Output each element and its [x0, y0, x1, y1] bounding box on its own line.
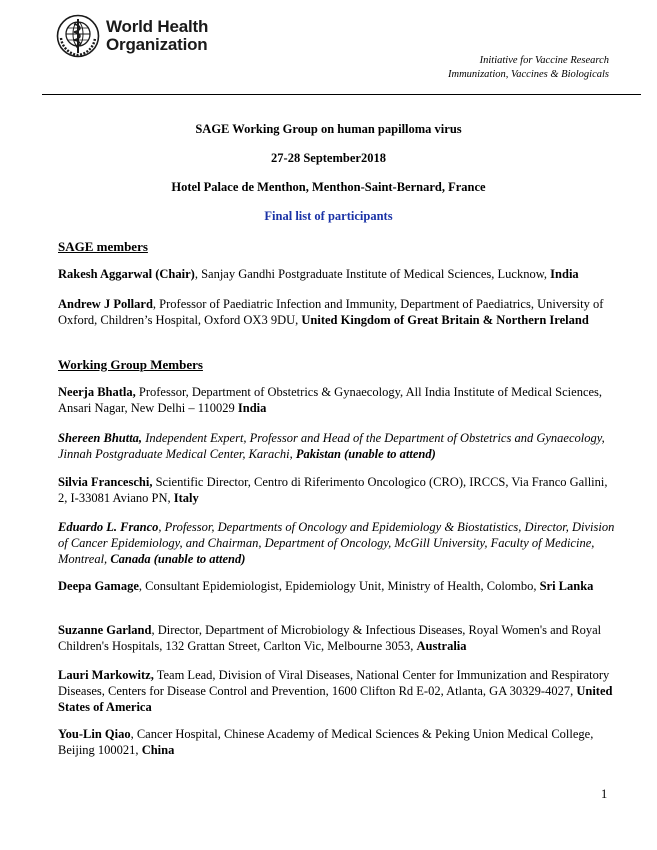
- participant-country: United States of America: [58, 684, 613, 714]
- logo-line-1: World Health: [106, 17, 209, 36]
- header-divider: [42, 94, 641, 95]
- participant-details: , Cancer Hospital, Chinese Academy of Medical Sciences & Peking Union Medical College, Beijing 100021,: [58, 727, 594, 757]
- participant-country: India: [237, 401, 267, 415]
- participant-name: Silvia Franceschi,: [58, 475, 153, 489]
- participant-country: China: [141, 743, 175, 757]
- participant-country: Pakistan (unable to attend): [295, 447, 436, 461]
- participant-name: Eduardo L. Franco: [58, 520, 159, 534]
- participant-aggarwal: [58, 266, 618, 282]
- participant-details: Scientific Director, Centro di Riferimento Oncologico (CRO), IRCCS, Via Franco Gallini, 2, I-33081 Aviano PN,: [58, 475, 608, 505]
- participant-name: Suzanne Garland: [58, 623, 152, 637]
- header-unit: Immunization, Vaccines & Biologicals: [448, 69, 609, 80]
- participant-name: Deepa Gamage: [58, 579, 139, 593]
- participant-name: Lauri Markowitz,: [58, 668, 154, 682]
- participant-name: Shereen Bhutta,: [58, 431, 143, 445]
- who-logo: [56, 14, 208, 58]
- who-wordmark: [106, 18, 208, 54]
- document-title: SAGE Working Group on human papilloma virus: [195, 122, 462, 136]
- header-department: [448, 54, 609, 82]
- participant-country: United Kingdom of Great Britain & Northern Ireland: [301, 313, 589, 327]
- participant-franco: [58, 519, 618, 567]
- meeting-venue: Hotel Palace de Menthon, Menthon-Saint-Bernard, France: [171, 180, 486, 194]
- participant-gamage: [58, 578, 618, 594]
- participant-country: Canada (unable to attend): [110, 552, 246, 566]
- participant-franceschi: [58, 474, 618, 506]
- participant-details: , Director, Department of Microbiology & Infectious Diseases, Royal Women's and Royal Children's Hospitals, 132 Grattan Street, Carlton Vic, Melbourne 3053,: [58, 623, 602, 653]
- participant-details: Professor, Department of Obstetrics & Gynaecology, All India Institute of Medical Sciences, Ansari Nagar, New Delhi – 110029: [58, 385, 603, 415]
- participant-details: Independent Expert, Professor and Head of the Department of Obstetrics and Gynaecology, Jinnah Postgraduate Medical Center, Karachi,: [58, 431, 605, 461]
- participant-bhatla: [58, 384, 618, 416]
- participant-markowitz: [58, 667, 618, 715]
- meeting-dates: 27-28 September2018: [271, 151, 386, 165]
- who-emblem-icon: [56, 14, 100, 58]
- participant-name: Andrew J Pollard: [58, 297, 153, 311]
- participant-country: Sri Lanka: [539, 579, 594, 593]
- list-heading: Final list of participants: [264, 209, 393, 223]
- participant-name: You-Lin Qiao: [58, 727, 131, 741]
- participant-bhutta: [58, 430, 618, 462]
- participant-details: , Sanjay Gandhi Postgraduate Institute of Medical Sciences, Lucknow,: [194, 267, 551, 281]
- participant-details: , Professor of Paediatric Infection and Immunity, Department of Paediatrics, University of Oxford, Children’s Hospital, Oxford OX3 9DU,: [58, 297, 604, 327]
- header-initiative: Initiative for Vaccine Research: [479, 55, 609, 66]
- participant-details: , Consultant Epidemiologist, Epidemiology Unit, Ministry of Health, Colombo,: [138, 579, 540, 593]
- participant-country: Italy: [173, 491, 199, 505]
- section-sage-members: SAGE members: [58, 239, 148, 254]
- participant-country: India: [550, 267, 579, 281]
- participant-pollard: [58, 296, 618, 328]
- section-working-group: Working Group Members: [58, 357, 203, 372]
- participant-name: Rakesh Aggarwal (Chair): [58, 267, 195, 281]
- participant-details: Team Lead, Division of Viral Diseases, National Center for Immunization and Respiratory Diseases, Centers for Disease Control and Prevention, 1600 Clifton Rd E-02, Atlanta, GA 30329-4027,: [58, 668, 610, 698]
- page-number: 1: [601, 787, 608, 801]
- participant-garland: [58, 622, 618, 654]
- participant-name: Neerja Bhatla,: [58, 385, 136, 399]
- participant-details: , Professor, Departments of Oncology and Epidemiology & Biostatistics, Director, Division of Cancer Epidemiology, and Chairman, Department of Oncology, McGill University, Faculty of Medicine, Montreal,: [58, 520, 615, 566]
- participant-country: Australia: [416, 639, 467, 653]
- participant-qiao: [58, 726, 618, 758]
- logo-line-2: Organization: [106, 35, 208, 54]
